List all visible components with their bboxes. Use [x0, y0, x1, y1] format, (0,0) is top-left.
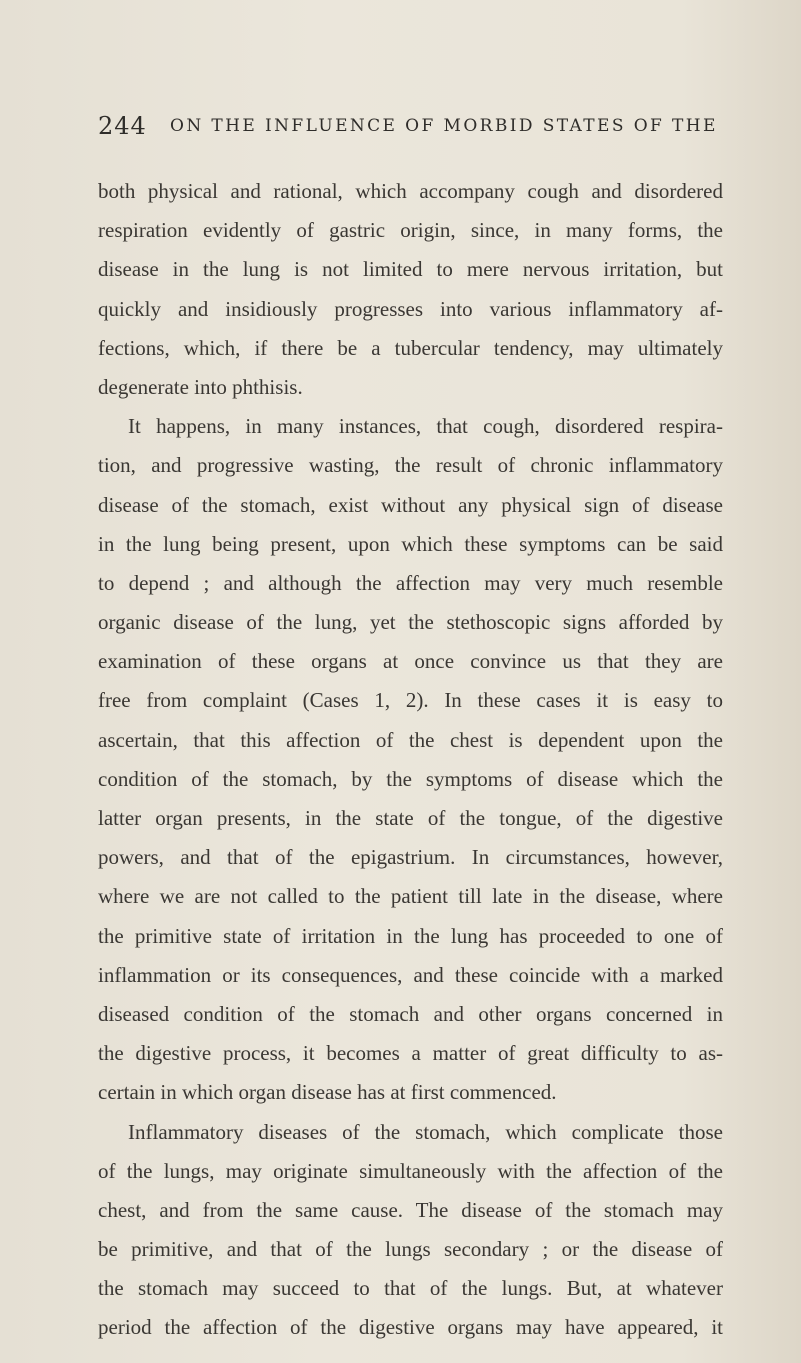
text-line: fections, which, if there be a tubercular tendency, may ultimately	[98, 335, 723, 360]
text-line: disease of the stomach, exist without any physical sign of disease	[98, 492, 723, 517]
text-line: both physical and rational, which accompany cough and disordered	[98, 179, 723, 203]
text-line: of the lungs, may originate simultaneously with the affection of the	[98, 1158, 723, 1183]
text-line: quickly and insidiously progresses into various inflammatory af-	[98, 296, 723, 321]
body-text	[98, 172, 723, 1348]
text-line: respiration evidently of gastric origin, since, in many forms, the	[98, 218, 723, 243]
text-line: in the lung being present, upon which these symptoms can be said	[98, 531, 723, 556]
paragraph-start-line: It happens, in many instances, that cough, disordered respira-	[128, 414, 723, 439]
text-line: ascertain, that this affection of the chest is dependent upon the	[98, 727, 723, 752]
text-line: the stomach may succeed to that of the lungs. But, at whatever	[98, 1276, 723, 1301]
text-line: chest, and from the same cause. The disease of the stomach may	[98, 1197, 723, 1222]
page-number: 244	[98, 112, 147, 140]
text-line: organic disease of the lung, yet the stethoscopic signs afforded by	[98, 610, 723, 635]
text-line: to depend ; and although the affection may very much resemble	[98, 570, 723, 595]
running-head: ON THE INFLUENCE OF MORBID STATES OF THE	[170, 116, 718, 136]
text-line: be primitive, and that of the lungs secondary ; or the disease of	[98, 1237, 723, 1262]
paragraph-start-line: Inflammatory diseases of the stomach, which complicate those	[128, 1119, 723, 1144]
text-line: diseased condition of the stomach and other organs concerned in	[98, 1001, 723, 1026]
text-line: the digestive process, it becomes a matter of great difficulty to as-	[98, 1041, 723, 1066]
text-line: the primitive state of irritation in the lung has proceeded to one of	[98, 923, 723, 948]
text-line: condition of the stomach, by the symptoms of disease which the	[98, 766, 723, 791]
page-header	[98, 112, 738, 152]
text-line: latter organ presents, in the state of the tongue, of the digestive	[98, 806, 723, 830]
text-line: inflammation or its consequences, and these coincide with a marked	[98, 962, 723, 987]
text-line: degenerate into phthisis.	[98, 374, 303, 399]
text-line: certain in which organ disease has at first commenced.	[98, 1080, 557, 1105]
text-line: period the affection of the digestive organs may have appeared, it	[98, 1315, 723, 1340]
text-line: powers, and that of the epigastrium. In circumstances, however,	[98, 845, 723, 870]
text-line: disease in the lung is not limited to mere nervous irritation, but	[98, 257, 723, 282]
text-line: free from complaint (Cases 1, 2). In these cases it is easy to	[98, 688, 723, 713]
text-line: where we are not called to the patient till late in the disease, where	[98, 884, 723, 909]
text-line: tion, and progressive wasting, the result of chronic inflammatory	[98, 453, 723, 478]
text-line: examination of these organs at once convince us that they are	[98, 649, 723, 674]
